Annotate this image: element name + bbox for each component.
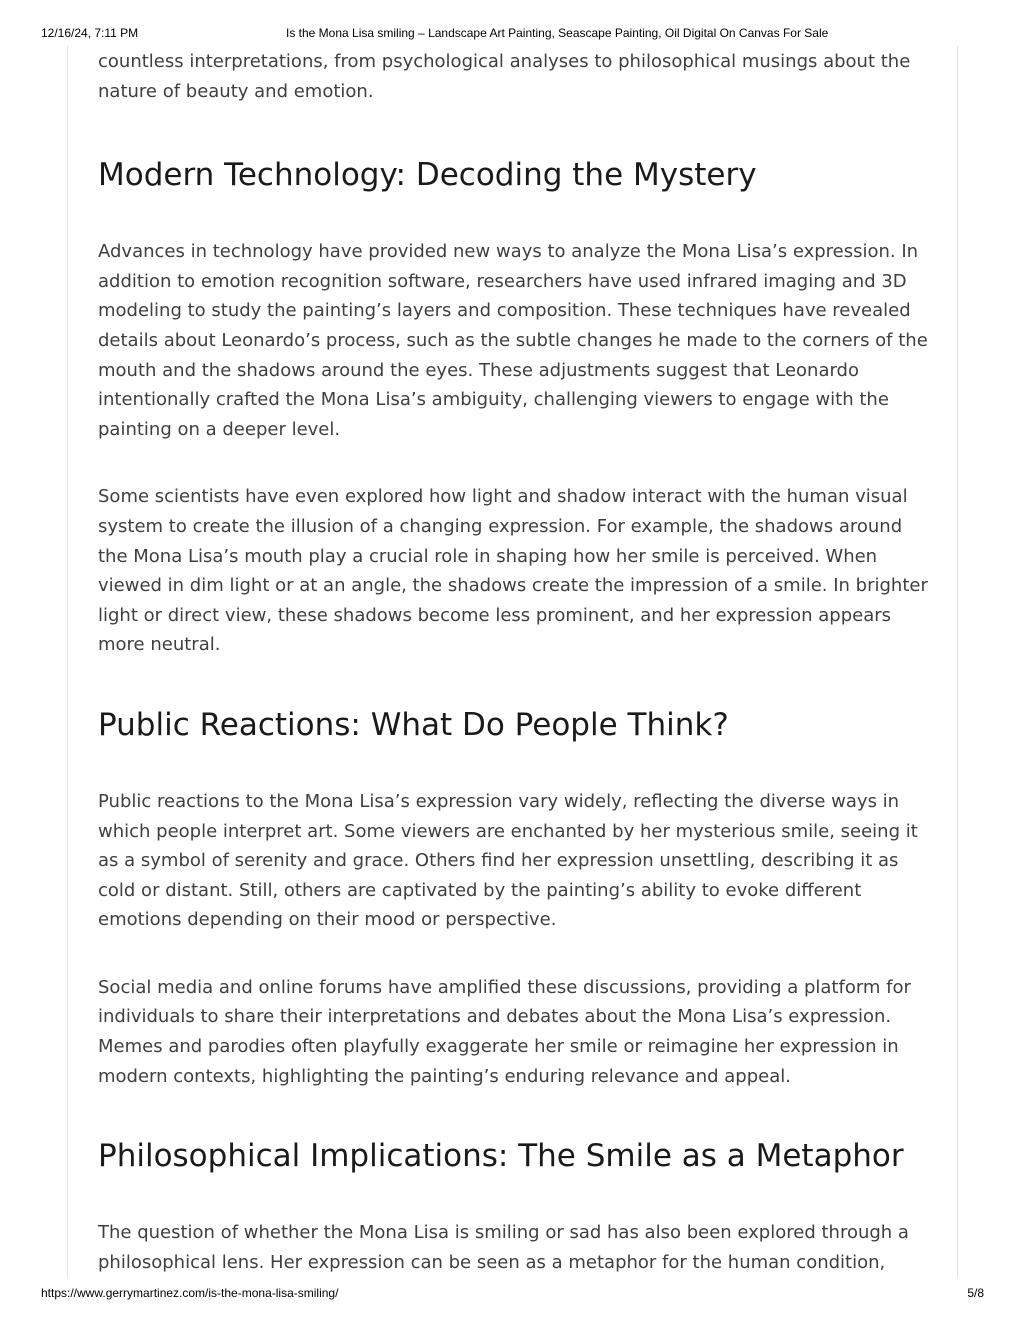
paragraph: The question of whether the Mona Lisa is smiling or sad has also been explored through a philosophical lens. Her expression can be seen as a metaphor for the human condition,: [98, 1222, 909, 1273]
section-heading-modern-technology: Modern Technology: Decoding the Mystery: [98, 157, 757, 194]
print-datetime: 12/16/24, 7:11 PM: [41, 26, 139, 40]
section-heading-public-reactions: Public Reactions: What Do People Think?: [98, 706, 729, 743]
section-heading-philosophical-implications: Philosophical Implications: The Smile as a Metaphor: [98, 1138, 904, 1175]
paragraph: Advances in technology have provided new ways to analyze the Mona Lisa’s expression. In addition to emotion recognition software, researchers have used infrared imaging and 3D modeling to study the painting’s layers and composition. These techniques have revealed details about Leonardo’s process, such as the subtle changes he made to the corners of the mouth and the shadows around the eyes. These adjustments suggest that Leonardo intentionally crafted the Mona Lisa’s ambiguity, challenging viewers to engage with the painting on a deeper level.: [98, 241, 928, 440]
print-header: [0, 26, 1024, 42]
paragraph: Some scientists have even explored how light and shadow interact with the human visual system to create the illusion of a changing expression. For example, the shadows around the Mona Lisa’s mouth play a crucial role in shaping how her smile is perceived. When viewed in dim light or at an angle, the shadows create the impression of a smile. In brighter light or direct view, these shadows become less prominent, and her expression appears more neutral.: [98, 486, 928, 656]
print-url: https://www.gerrymartinez.com/is-the-mona-lisa-smiling/: [41, 1286, 339, 1300]
print-page-title: Is the Mona Lisa smiling – Landscape Art Painting, Seascape Painting, Oil Digital On Canvas For Sale: [286, 26, 829, 40]
paragraph: Public reactions to the Mona Lisa’s expression vary widely, reflecting the diverse ways in which people interpret art. Some viewers are enchanted by her mysterious smile, seeing it as a symbol of serenity and grace. Others find her expression unsettling, describing it as cold or distant. Still, others are captivated by the painting’s ability to evoke different emotions depending on their mood or perspective.: [98, 790, 918, 931]
intro-fragment: countless interpretations, from psychological analyses to philosophical musings about the nature of beauty and emotion.: [98, 51, 911, 102]
print-page-number: 5/8: [967, 1286, 984, 1300]
paragraph: Social media and online forums have amplified these discussions, providing a platform for individuals to share their interpretations and debates about the Mona Lisa’s expression. Memes and parodies often playfully exaggerate her smile or reimagine her expression in modern contexts, highlighting the painting’s enduring relevance and appeal.: [98, 976, 911, 1087]
print-footer: [0, 1286, 1024, 1302]
article-body: [98, 47, 930, 1277]
